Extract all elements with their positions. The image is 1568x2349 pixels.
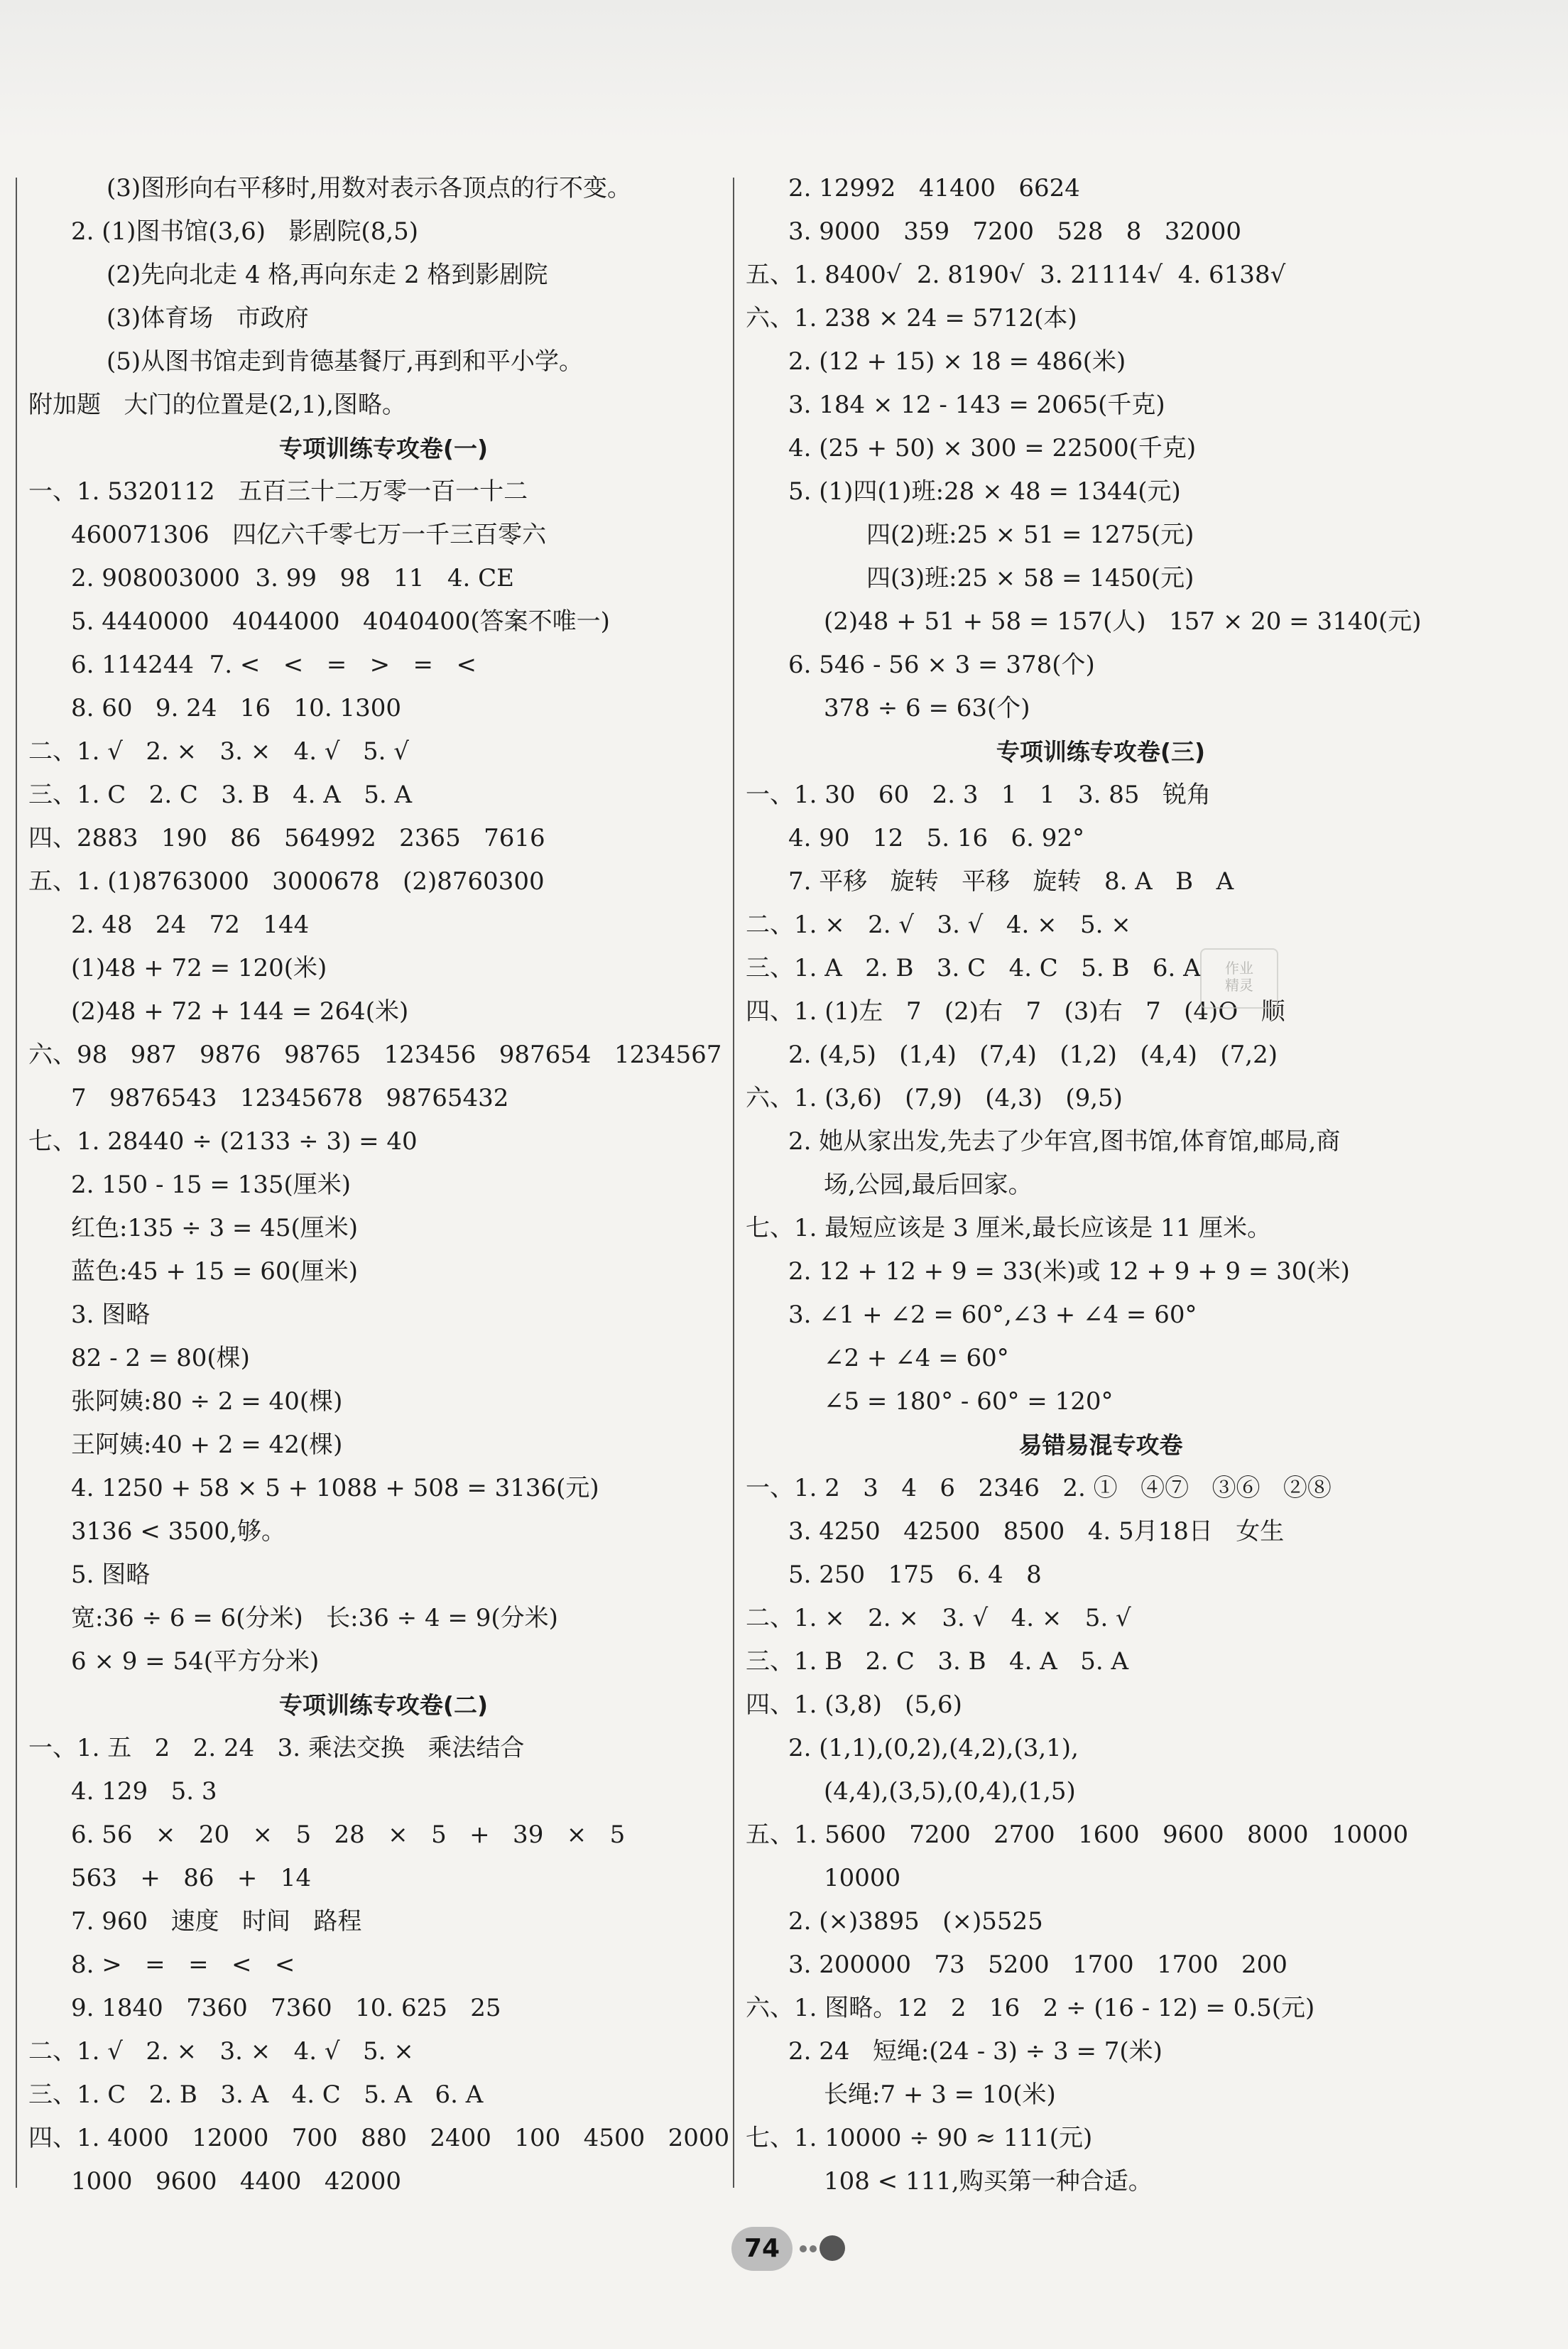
answer-line: 4. (25 + 50) × 300 = 22500(千克) xyxy=(788,434,1197,462)
answer-line: 2. 她从家出发,先去了少年宫,图书馆,体育馆,邮局,商 xyxy=(788,1127,1341,1156)
answer-line: 2. 12992 41400 6624 xyxy=(788,174,1080,202)
answer-line: 附加题 大门的位置是(2,1),图略。 xyxy=(28,391,406,419)
answer-line: 108 < 111,购买第一种合适。 xyxy=(824,2167,1153,2196)
answer-line: 二、1. √ 2. × 3. × 4. √ 5. √ xyxy=(28,737,409,766)
footer-dot xyxy=(810,2245,817,2252)
answer-line: 王阿姨:40 + 2 = 42(棵) xyxy=(71,1431,343,1459)
answer-line: 七、1. 最短应该是 3 厘米,最长应该是 11 厘米。 xyxy=(746,1214,1272,1242)
answer-line: 378 ÷ 6 = 63(个) xyxy=(824,694,1030,722)
faint-watermark-stamp: 作业 精灵 xyxy=(1200,948,1278,1009)
answer-line: 10000 xyxy=(824,1864,901,1892)
answer-line: 四、1. (3,8) (5,6) xyxy=(746,1691,962,1719)
right-answer-column xyxy=(746,167,1456,2203)
answer-line: (3)体育场 市政府 xyxy=(107,304,309,332)
answer-line: 三、1. C 2. B 3. A 4. C 5. A 6. A xyxy=(28,2081,484,2109)
answer-line: 5. 4440000 4044000 4040400(答案不唯一) xyxy=(71,607,610,636)
answer-line: (2)先向北走 4 格,再向东走 2 格到影剧院 xyxy=(107,261,548,289)
answer-line: 二、1. × 2. √ 3. √ 4. × 5. × xyxy=(746,911,1131,939)
answer-line: 红色:135 ÷ 3 = 45(厘米) xyxy=(71,1214,358,1242)
answer-line: (5)从图书馆走到肯德基餐厅,再到和平小学。 xyxy=(107,347,583,376)
footer-dot xyxy=(800,2245,807,2252)
answer-line: 2. (12 + 15) × 18 = 486(米) xyxy=(788,347,1126,376)
answer-line: (4,4),(3,5),(0,4),(1,5) xyxy=(824,1777,1076,1806)
answer-line: 3. 9000 359 7200 528 8 32000 xyxy=(788,217,1241,246)
answer-line: (2)48 + 51 + 58 = 157(人) 157 × 20 = 3140(元) xyxy=(824,607,1422,636)
left-margin-rule xyxy=(16,178,17,2188)
answer-line: 460071306 四亿六千零七万一千三百零六 xyxy=(71,521,547,549)
answer-line: (2)48 + 72 + 144 = 264(米) xyxy=(71,997,409,1026)
answer-line: 七、1. 28440 ÷ (2133 ÷ 3) = 40 xyxy=(28,1127,418,1156)
answer-line: 2. 24 短绳:(24 - 3) ÷ 3 = 7(米) xyxy=(788,2037,1163,2066)
answer-line: 6. 56 × 20 × 5 28 × 5 + 39 × 5 xyxy=(71,1821,626,1849)
answer-line: 4. 129 5. 3 xyxy=(71,1777,217,1806)
answer-line: 9. 1840 7360 7360 10. 625 25 xyxy=(71,1994,501,2022)
answer-line: 四、2883 190 86 564992 2365 7616 xyxy=(28,824,545,852)
answer-line: 5. 250 175 6. 4 8 xyxy=(788,1561,1042,1589)
answer-line: 四(3)班:25 × 58 = 1450(元) xyxy=(866,564,1194,592)
answer-line: 5. (1)四(1)班:28 × 48 = 1344(元) xyxy=(788,477,1181,506)
answer-line: 四、1. (1)左 7 (2)右 7 (3)右 7 (4)O 顺 xyxy=(746,997,1285,1026)
answer-line: 四、1. 4000 12000 700 880 2400 100 4500 2000 xyxy=(28,2124,730,2152)
answer-line: 一、1. 5320112 五百三十二万零一百一十二 xyxy=(28,477,528,506)
answer-line: 四(2)班:25 × 51 = 1275(元) xyxy=(866,521,1194,549)
answer-line: 2. (×)3895 (×)5525 xyxy=(788,1907,1043,1936)
answer-line: 宽:36 ÷ 6 = 6(分米) 长:36 ÷ 4 = 9(分米) xyxy=(71,1604,558,1632)
answer-line: 8. 60 9. 24 16 10. 1300 xyxy=(71,694,401,722)
answer-line: 8. > = = < < xyxy=(71,1951,295,1979)
page-number: 74 xyxy=(731,2227,793,2271)
answer-line: 蓝色:45 + 15 = 60(厘米) xyxy=(71,1257,358,1286)
answer-line: 场,公园,最后回家。 xyxy=(824,1171,1033,1199)
answer-line: 七、1. 10000 ÷ 90 ≈ 111(元) xyxy=(746,2124,1093,2152)
section-heading: 专项训练专攻卷(一) xyxy=(278,435,489,462)
answer-line: 一、1. 五 2 2. 24 3. 乘法交换 乘法结合 xyxy=(28,1734,525,1762)
answer-line: 3. 图略 xyxy=(71,1301,151,1329)
answer-line: 3136 < 3500,够。 xyxy=(71,1517,285,1546)
answer-line: 7. 960 速度 时间 路程 xyxy=(71,1907,362,1936)
answer-line: 3. 4250 42500 8500 4. 5月18日 女生 xyxy=(788,1517,1285,1546)
answer-line: 4. 1250 + 58 × 5 + 1088 + 508 = 3136(元) xyxy=(71,1474,599,1502)
page-background xyxy=(0,0,1568,142)
answer-line: 一、1. 30 60 2. 3 1 1 3. 85 锐角 xyxy=(746,781,1211,809)
answer-line: ∠2 + ∠4 = 60° xyxy=(824,1344,1009,1372)
answer-line: 五、1. 8400√ 2. 8190√ 3. 21114√ 4. 6138√ xyxy=(746,261,1286,289)
left-answer-column xyxy=(28,167,739,2203)
answer-line: 6 × 9 = 54(平方分米) xyxy=(71,1647,320,1676)
answer-line: ∠5 = 180° - 60° = 120° xyxy=(824,1387,1114,1416)
answer-line: 2. (4,5) (1,4) (7,4) (1,2) (4,4) (7,2) xyxy=(788,1041,1278,1069)
section-heading: 专项训练专攻卷(三) xyxy=(996,738,1206,766)
answer-line: (1)48 + 72 = 120(米) xyxy=(71,954,327,982)
answer-line: 3. 184 × 12 - 143 = 2065(千克) xyxy=(788,391,1165,419)
answer-line: 1000 9600 4400 42000 xyxy=(71,2167,402,2196)
answer-line: 7 9876543 12345678 98765432 xyxy=(71,1084,509,1112)
answer-line: 三、1. C 2. C 3. B 4. A 5. A xyxy=(28,781,413,809)
section-heading: 专项训练专攻卷(二) xyxy=(278,1691,489,1719)
answer-line: 2. (1,1),(0,2),(4,2),(3,1), xyxy=(788,1734,1079,1762)
answer-line: 二、1. √ 2. × 3. × 4. √ 5. × xyxy=(28,2037,414,2066)
answer-line: 六、98 987 9876 98765 123456 987654 1234567 xyxy=(28,1041,722,1069)
answer-line: 563 + 86 + 14 xyxy=(71,1864,312,1892)
answer-line: 2. 150 - 15 = 135(厘米) xyxy=(71,1171,352,1199)
answer-line: 2. 48 24 72 144 xyxy=(71,911,310,939)
answer-line: 7. 平移 旋转 平移 旋转 8. A B A xyxy=(788,867,1234,896)
section-heading: 易错易混专攻卷 xyxy=(1018,1431,1183,1459)
answer-line: 三、1. A 2. B 3. C 4. C 5. B 6. A xyxy=(746,954,1201,982)
answer-line: 一、1. 2 3 4 6 2346 2. ① ④⑦ ③⑥ ②⑧ xyxy=(746,1474,1332,1502)
answer-line: 长绳:7 + 3 = 10(米) xyxy=(824,2081,1056,2109)
answer-line: 82 - 2 = 80(棵) xyxy=(71,1344,250,1372)
answer-line: 2. 908003000 3. 99 98 11 4. CE xyxy=(71,564,514,592)
arrow-icon xyxy=(820,2235,845,2261)
answer-line: 三、1. B 2. C 3. B 4. A 5. A xyxy=(746,1647,1129,1676)
answer-line: 2. (1)图书馆(3,6) 影剧院(8,5) xyxy=(71,217,419,246)
answer-line: 6. 546 - 56 × 3 = 378(个) xyxy=(788,651,1095,679)
answer-line: 六、1. (3,6) (7,9) (4,3) (9,5) xyxy=(746,1084,1123,1112)
answer-line: 2. 12 + 12 + 9 = 33(米)或 12 + 9 + 9 = 30(米) xyxy=(788,1257,1350,1286)
answer-line: 4. 90 12 5. 16 6. 92° xyxy=(788,824,1085,852)
answer-line: 五、1. 5600 7200 2700 1600 9600 8000 10000 xyxy=(746,1821,1409,1849)
answer-line: 五、1. (1)8763000 3000678 (2)8760300 xyxy=(28,867,545,896)
answer-line: 3. ∠1 + ∠2 = 60°,∠3 + ∠4 = 60° xyxy=(788,1301,1197,1329)
answer-line: 六、1. 图略。12 2 16 2 ÷ (16 - 12) = 0.5(元) xyxy=(746,1994,1315,2022)
answer-line: 二、1. × 2. × 3. √ 4. × 5. √ xyxy=(746,1604,1131,1632)
answer-line: 6. 114244 7. < < = > = < xyxy=(71,651,477,679)
answer-line: 5. 图略 xyxy=(71,1561,151,1589)
page-footer xyxy=(731,2227,845,2277)
answer-line: 张阿姨:80 ÷ 2 = 40(棵) xyxy=(71,1387,343,1416)
answer-line: 六、1. 238 × 24 = 5712(本) xyxy=(746,304,1077,332)
answer-line: (3)图形向右平移时,用数对表示各顶点的行不变。 xyxy=(107,174,631,202)
answer-line: 3. 200000 73 5200 1700 1700 200 xyxy=(788,1951,1287,1979)
